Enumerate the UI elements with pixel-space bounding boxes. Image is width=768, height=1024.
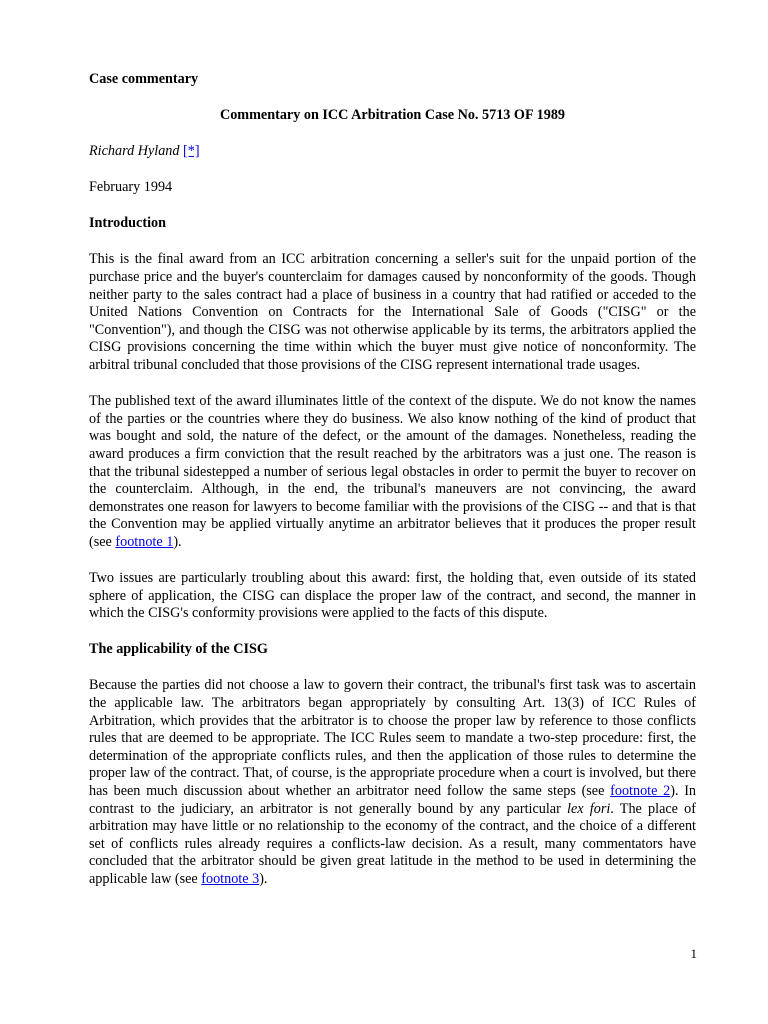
document-page bbox=[89, 71, 696, 907]
document-title: Commentary on ICC Arbitration Case No. 5713 OF 1989 bbox=[219, 107, 566, 124]
paragraph-text: ). bbox=[173, 533, 182, 550]
case-commentary-label: Case commentary bbox=[89, 71, 199, 87]
applicability-paragraph-1 bbox=[89, 677, 696, 888]
paragraph-text: ). In contrast to the judiciary, an arbitrator is not generally bound by any particular bbox=[89, 782, 697, 817]
introduction-heading: Introduction bbox=[89, 215, 166, 232]
intro-paragraph-2 bbox=[89, 393, 696, 551]
paragraph-text: . The place of arbitration may have little or no relationship to the economy of the contract, and the choice of a different set of conflicts rules already requires a conflicts-law decision. As a result, many commentators have concluded that the arbitrator should be given great latitude in the method to be used in determining the applicable law (see bbox=[89, 800, 697, 887]
footnote-1-link[interactable]: footnote 1 bbox=[115, 533, 174, 550]
paragraph-text: Because the parties did not choose a law to govern their contract, the tribunal's first task was to ascertain the applicable law. The arbitrators began appropriately by consulting Art. 13(3) of ICC Rules of Arbitration, which provides that the arbitrator is to choose the proper law by reference to those conflicts rules that are deemed to be appropriate. The ICC Rules seem to mandate a two-step procedure: first, the determination of the appropriate conflicts rules, and then the application of those rules to determine the proper law of the contract. That, of course, is the appropriate procedure when a court is involved, but there has been much discussion about whether an arbitrator need follow the same steps (see bbox=[89, 677, 696, 799]
intro-paragraph-1: This is the final award from an ICC arbitration concerning a seller's suit for the unpaid portion of the purchase price and the buyer's counterclaim for damages caused by nonconformity of the goods. Though neither party to the sales contract had a place of business in a country that had ratified or acceded to the United Nations Convention on Contracts for the International Sale of Goods ("CISG" or the "Convention"), and though the CISG was not otherwise applicable by its terms, the arbitrators applied the CISG provisions concerning the time within which the buyer must give notice of nonconformity. The arbitral tribunal concluded that those provisions of the CISG represent international trade usages. bbox=[89, 251, 696, 374]
author-note-link[interactable]: [*] bbox=[183, 143, 200, 160]
footnote-2-link[interactable]: footnote 2 bbox=[610, 782, 671, 799]
author-name: Richard Hyland bbox=[89, 143, 180, 160]
paragraph-text: ). bbox=[259, 870, 268, 887]
document-date: February 1994 bbox=[89, 179, 173, 196]
footnote-3-link[interactable]: footnote 3 bbox=[201, 870, 260, 887]
intro-paragraph-3: Two issues are particularly troubling about this award: first, the holding that, even outside of its stated sphere of application, the CISG can displace the proper law of the contract, and second, the manner in which the CISG's conformity provisions were applied to the facts of this dispute. bbox=[89, 569, 696, 622]
paragraph-text: The published text of the award illuminates little of the context of the dispute. We do not know the names of the parties or the countries where they do business. We also know nothing of the kind of product that was bought and sold, the nature of the defect, or the amount of the damages. Nonetheless, reading the award produces a firm conviction that the result reached by the arbitrators was a just one. The reason is that the tribunal sidestepped a number of serious legal obstacles in order to permit the buyer to recover on the counterclaim. Although, in the end, the tribunal's maneuvers are not convincing, the award demonstrates one reason for lawyers to become familiar with the provisions of the CISG -- and that is that the Convention may be applied virtually anytime an arbitrator believes that it produces the proper result (see bbox=[89, 393, 696, 550]
lex-fori-term: lex fori bbox=[567, 800, 611, 817]
page-number: 1 bbox=[690, 946, 697, 961]
applicability-heading: The applicability of the CISG bbox=[89, 641, 268, 658]
author-line bbox=[89, 143, 696, 161]
